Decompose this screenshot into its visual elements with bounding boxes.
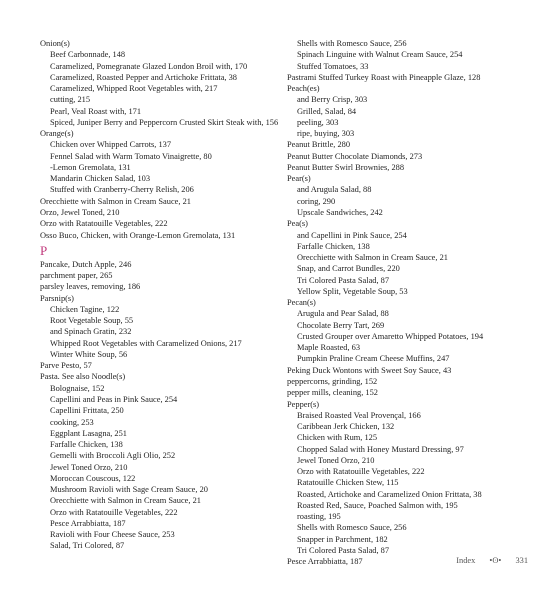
index-subentry: and Spinach Gratin, 232: [50, 327, 132, 337]
index-subentry: Fennel Salad with Warm Tomato Vinaigrette, 80: [50, 151, 212, 161]
index-subentry: Ravioli with Four Cheese Sauce, 253: [50, 530, 175, 540]
index-subentry: Roasted Red, Sauce, Poached Salmon with, 195: [297, 500, 458, 510]
index-subentry: Gemelli with Broccoli Agli Olio, 252: [50, 451, 176, 461]
index-entry: pepper mills, cleaning, 152: [287, 388, 378, 398]
index-entry: Osso Buco, Chicken, with Orange-Lemon Gremolata, 131: [40, 230, 236, 240]
index-subentry: Mushroom Ravioli with Sage Cream Sauce, 20: [50, 485, 208, 495]
index-subentry: Shells with Romesco Sauce, 256: [297, 39, 407, 48]
index-entry: Orzo, Jewel Toned, 210: [40, 207, 120, 217]
index-subentry: Capellini Frittata, 250: [50, 406, 124, 416]
index-entry: Peach(es): [287, 84, 320, 94]
index-entry: Onion(s): [40, 39, 70, 48]
index-entry: Pastrami Stuffed Turkey Roast with Pineapple Glaze, 128: [287, 72, 481, 82]
index-subentry: Yellow Split, Vegetable Soup, 53: [297, 286, 408, 296]
index-entry: Peanut Butter Chocolate Diamonds, 273: [287, 151, 423, 161]
index-subentry: Spinach Linguine with Walnut Cream Sauce, 254: [297, 50, 463, 60]
index-subentry: Crusted Grouper over Amaretto Whipped Potatoes, 194: [297, 331, 484, 341]
index-column-right: [287, 38, 537, 567]
index-subentry: Winter White Soup, 56: [50, 349, 128, 359]
index-entry: Pea(s): [287, 219, 308, 229]
index-subentry: -Lemon Gremolata, 131: [50, 162, 131, 172]
index-subentry: Salad, Tri Colored, 87: [50, 541, 125, 551]
index-subentry: cutting, 215: [50, 95, 91, 105]
index-subentry: ripe, buying, 303: [297, 129, 355, 139]
index-subentry: roasting, 195: [297, 512, 341, 522]
footer-section-label: Index: [456, 556, 476, 565]
index-subentry: Bolognaise, 152: [50, 383, 105, 393]
section-letter-heading: P: [40, 242, 48, 258]
index-subentry: Capellini and Peas in Pink Sauce, 254: [50, 394, 178, 404]
index-subentry: Farfalle Chicken, 138: [50, 440, 123, 450]
index-entry: Parsnip(s): [40, 293, 74, 303]
index-entry: Orange(s): [40, 129, 74, 139]
index-subentry: Caramelized, Roasted Pepper and Artichoke Frittata, 38: [50, 72, 237, 82]
index-subentry: Pearl, Veal Roast with, 171: [50, 106, 142, 116]
index-subentry: Caramelized, Pomegranate Glazed London Broil with, 170: [50, 61, 248, 71]
index-subentry: Farfalle Chicken, 138: [297, 241, 370, 251]
index-column-left: [40, 38, 280, 552]
index-entry: Pasta. See also Noodle(s): [40, 372, 126, 382]
index-entry: Pecan(s): [287, 298, 316, 308]
index-subentry: Spiced, Juniper Berry and Peppercorn Crusted Skirt Steak with, 156: [50, 117, 279, 127]
index-subentry: Mandarin Chicken Salad, 103: [50, 174, 151, 184]
index-subentry: Shells with Romesco Sauce, 256: [297, 523, 407, 533]
index-entry: Pesce Arrabbiatta, 187: [287, 557, 363, 567]
index-entry: Pancake, Dutch Apple, 246: [40, 259, 132, 269]
index-subentry: Root Vegetable Soup, 55: [50, 316, 134, 326]
index-subentry: Upscale Sandwiches, 242: [297, 207, 383, 217]
index-entry: Orecchiette with Salmon in Cream Sauce, 21: [40, 196, 191, 206]
index-entry: Peking Duck Wontons with Sweet Soy Sauce, 43: [287, 365, 452, 375]
index-entry: peppercorns, grinding, 152: [287, 376, 378, 386]
index-subentry: Beef Carbonnade, 148: [50, 50, 126, 60]
index-subentry: Arugula and Pear Salad, 88: [297, 309, 389, 319]
index-entry: Pepper(s): [287, 399, 320, 409]
index-entry: Orzo with Ratatouille Vegetables, 222: [40, 219, 168, 229]
index-entry: Peanut Butter Swirl Brownies, 288: [287, 162, 405, 172]
footer-ornament: •ʘ•: [489, 556, 502, 565]
index-subentry: Stuffed Tomatoes, 33: [297, 61, 369, 71]
index-subentry: cooking, 253: [50, 417, 94, 427]
index-subentry: coring, 290: [297, 196, 336, 206]
index-subentry: Orecchiette with Salmon in Cream Sauce, 21: [50, 496, 201, 506]
index-subentry: Grilled, Salad, 84: [297, 106, 357, 116]
index-subentry: Tri Colored Pasta Salad, 87: [297, 275, 390, 285]
index-subentry: and Berry Crisp, 303: [297, 95, 368, 105]
index-entry: parsley leaves, removing, 186: [40, 282, 141, 292]
index-subentry: Whipped Root Vegetables with Caramelized Onions, 217: [50, 338, 242, 348]
index-subentry: and Capellini in Pink Sauce, 254: [297, 230, 407, 240]
index-entry: parchment paper, 265: [40, 271, 113, 281]
index-subentry: Snap, and Carrot Bundles, 220: [297, 264, 400, 274]
index-subentry: Jewel Toned Orzo, 210: [297, 455, 375, 465]
index-subentry: Orecchiette with Salmon in Cream Sauce, 21: [297, 253, 448, 263]
index-subentry: Moroccan Couscous, 122: [50, 473, 136, 483]
index-subentry: Chopped Salad with Honey Mustard Dressing, 97: [297, 444, 464, 454]
index-subentry: Chocolate Berry Tart, 269: [297, 320, 385, 330]
index-subentry: Chicken Tagine, 122: [50, 304, 120, 314]
index-subentry: Caribbean Jerk Chicken, 132: [297, 422, 395, 432]
index-subentry: Snapper in Parchment, 182: [297, 534, 388, 544]
index-entry: Peanut Brittle, 280: [287, 140, 351, 150]
index-subentry: Eggplant Lasagna, 251: [50, 428, 127, 438]
index-subentry: Chicken over Whipped Carrots, 137: [50, 140, 172, 150]
index-subentry: Maple Roasted, 63: [297, 343, 361, 353]
page-footer: [444, 556, 528, 565]
index-subentry: Roasted, Artichoke and Caramelized Onion Frittata, 38: [297, 489, 482, 499]
index-subentry: Pesce Arrabbiatta, 187: [50, 518, 126, 528]
index-subentry: Jewel Toned Orzo, 210: [50, 462, 128, 472]
index-subentry: Ratatouille Chicken Stew, 115: [297, 478, 399, 488]
index-subentry: and Arugula Salad, 88: [297, 185, 372, 195]
index-subentry: peeling, 303: [297, 117, 339, 127]
index-entry: Parve Pesto, 57: [40, 361, 92, 371]
index-subentry: Braised Roasted Veal Provençal, 166: [297, 410, 421, 420]
page-number: 331: [515, 556, 528, 565]
index-subentry: Orzo with Ratatouille Vegetables, 222: [50, 507, 178, 517]
index-subentry: Chicken with Rum, 125: [297, 433, 378, 443]
index-subentry: Orzo with Ratatouille Vegetables, 222: [297, 467, 425, 477]
index-subentry: Caramelized, Whipped Root Vegetables with, 217: [50, 84, 218, 94]
index-entry: Pear(s): [287, 174, 311, 184]
index-subentry: Pumpkin Praline Cream Cheese Muffins, 247: [297, 354, 450, 364]
index-subentry: Stuffed with Cranberry-Cherry Relish, 206: [50, 185, 194, 195]
index-subentry: Tri Colored Pasta Salad, 87: [297, 545, 390, 555]
